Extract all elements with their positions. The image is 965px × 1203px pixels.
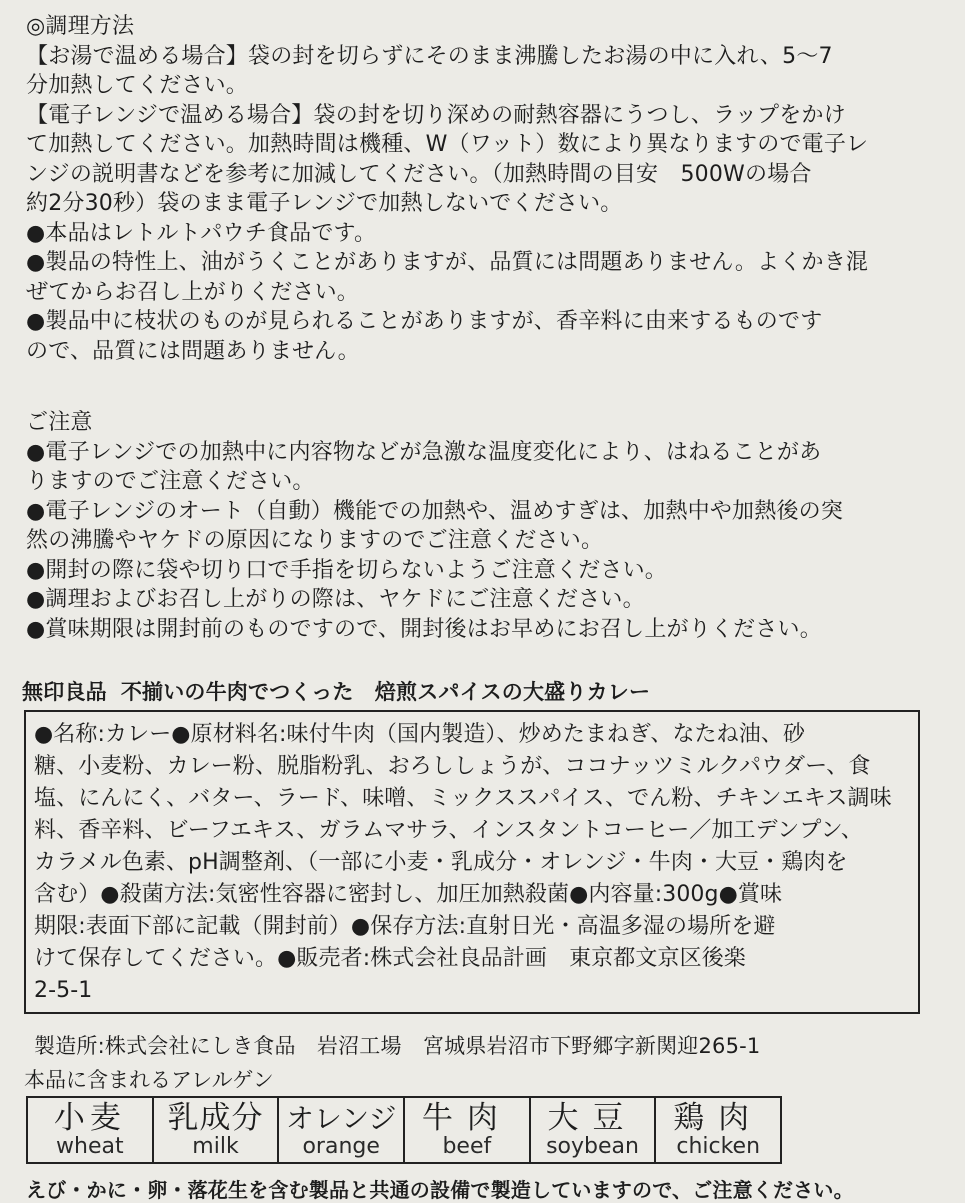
cooking-hot-water: 【お湯で温める場合】袋の封を切らずにそのまま沸騰したお湯の中に入れ、5〜7 分加熱してください。 — [26, 43, 833, 98]
cooking-instructions — [26, 12, 938, 366]
allergen-en: milk — [192, 1133, 239, 1159]
allergen-table — [26, 1096, 782, 1164]
caution-heading: ご注意 — [26, 410, 93, 435]
allergen-jp: 乳成分 — [167, 1099, 264, 1136]
allergen-en: chicken — [676, 1133, 761, 1159]
spec-line: 料、香辛料、ビーフエキス、ガラムマサラ、インスタントコーヒー／加工デンプン、 — [34, 818, 864, 843]
allergen-en: beef — [442, 1133, 492, 1159]
shared-facility-note: えび・かに・卵・落花生を含む製品と共通の設備で製造していますので、ご注意ください。 — [26, 1178, 854, 1202]
spec-line: 含む）●殺菌方法:気密性容器に密封し、加圧加熱殺菌●内容量:300g●賞味 — [34, 882, 783, 907]
cooking-note-oil: ●製品の特性上、油がうくことがありますが、品質には問題ありません。よくかき混 ぜてからお召し上がりください。 — [26, 250, 869, 305]
caution-section — [26, 408, 938, 644]
allergen-en: soybean — [546, 1133, 639, 1159]
caution-item: ●調理およびお召し上がりの際は、ヤケドにご注意ください。 — [26, 587, 645, 612]
spec-line: 期限:表面下部に記載（開封前）●保存方法:直射日光・高温多湿の場所を避 — [34, 914, 776, 939]
product-spec-box — [24, 710, 920, 1014]
cooking-microwave: 【電子レンジで温める場合】袋の封を切り深めの耐熱容器にうつし、ラップをかけ て加熱してください。加熱時間は機種、W（ワット）数により異なりますので電子レ ンジの説明書などを参考に加減してください。（加熱時間の目安 500Wの場合 約2分30秒）袋のまま電子レンジで加熱しないでください。 — [26, 102, 869, 216]
cooking-note-spice: ●製品中に枝状のものが見られることがありますが、香辛料に由来するものです ので、品質には問題ありません。 — [26, 309, 823, 364]
allergen-jp: 小麦 — [53, 1099, 126, 1136]
allergen-jp: 牛肉 — [421, 1099, 512, 1136]
allergen-jp: オレンジ — [285, 1101, 397, 1135]
spec-line: けて保存してください。●販売者:株式会社良品計画 東京都文京区後楽 — [34, 946, 746, 971]
allergen-title: 本品に含まれるアレルゲン — [24, 1068, 274, 1092]
caution-item: ●電子レンジでの加熱中に内容物などが急激な温度変化により、はねることがあ りますのでご注意ください。 — [26, 439, 822, 494]
allergen-en: orange — [302, 1133, 380, 1159]
spec-line: 2-5-1 — [34, 978, 93, 1003]
allergen-beef — [405, 1098, 531, 1162]
allergen-soybean — [531, 1098, 657, 1162]
spec-line: 塩、にんにく、バター、ラード、味噌、ミックススパイス、でん粉、チキンエキス調味 — [34, 786, 892, 811]
brand-name: 無印良品 — [22, 680, 107, 704]
allergen-milk — [154, 1098, 280, 1162]
allergen-en: wheat — [56, 1133, 124, 1159]
caution-item: ●賞味期限は開封前のものですので、開封後はお早めにお召し上がりください。 — [26, 616, 822, 642]
cooking-heading: ◎調理方法 — [26, 14, 135, 39]
caution-item: ●開封の際に袋や切り口で手指を切らないようご注意ください。 — [26, 557, 667, 583]
cooking-note-retort: ●本品はレトルトパウチ食品です。 — [26, 220, 377, 246]
caution-item: ●電子レンジのオート（自動）機能での加熱や、温めすぎは、加熱中や加熱後の突 然の沸騰やヤケドの原因になりますのでご注意ください。 — [26, 498, 844, 553]
spec-line: カラメル色素、pH調整剤、（一部に小麦・乳成分・オレンジ・牛肉・大豆・鶏肉を — [34, 850, 848, 875]
allergen-chicken — [656, 1098, 780, 1162]
manufacturer-info: 製造所:株式会社にしき食品 岩沼工場 宮城県岩沼市下野郷字新関迎265-1 — [34, 1034, 761, 1058]
allergen-jp: 大豆 — [547, 1099, 638, 1136]
spec-line: 糖、小麦粉、カレー粉、脱脂粉乳、おろししょうが、ココナッツミルクパウダー、食 — [34, 754, 871, 779]
allergen-jp: 鶏肉 — [673, 1099, 764, 1136]
allergen-orange — [279, 1098, 405, 1162]
product-name: 不揃いの牛肉でつくった 焙煎スパイスの大盛りカレー — [120, 680, 651, 704]
product-title — [22, 676, 650, 706]
allergen-wheat — [28, 1098, 154, 1162]
spec-line: ●名称:カレー●原材料名:味付牛肉（国内製造）、炒めたまねぎ、なたね油、砂 — [34, 722, 806, 747]
